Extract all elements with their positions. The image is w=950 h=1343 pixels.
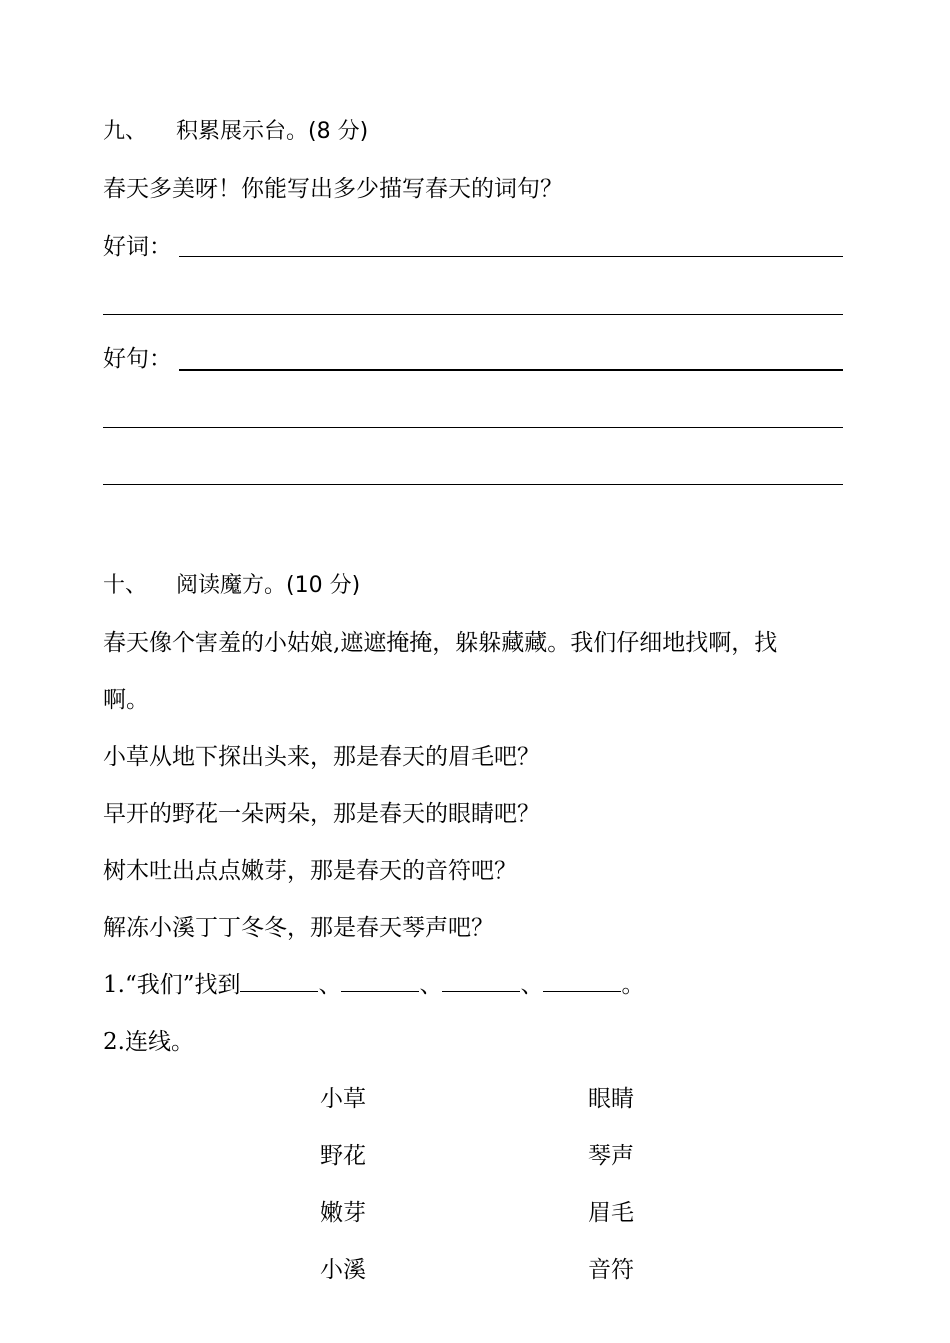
- section-number: 十、: [103, 573, 148, 598]
- good-sentences-line-2[interactable]: [103, 427, 843, 428]
- passage-line-6: 解冻小溪丁丁冬冬，那是春天琴声吧？: [103, 915, 494, 941]
- passage-line-5: 树木吐出点点嫩芽，那是春天的音符吧？: [103, 858, 517, 884]
- good-sentences-label: 好句：: [103, 346, 172, 372]
- section-10-heading: [103, 568, 360, 599]
- separator: 、: [520, 972, 544, 998]
- answer-blank-3[interactable]: [442, 969, 520, 992]
- question-1-prefix: 1.“我们”找到: [103, 972, 241, 998]
- section-title: 积累展示台。(8 分): [176, 119, 369, 144]
- match-left-item[interactable]: 小草: [320, 1086, 366, 1112]
- passage-line-4: 早开的野花一朵两朵，那是春天的眼睛吧？: [103, 801, 540, 827]
- good-sentences-line-1[interactable]: [179, 369, 843, 371]
- question-2: 2.连线。: [103, 1029, 194, 1055]
- answer-blank-4[interactable]: [543, 969, 621, 992]
- match-right-item[interactable]: 眼睛: [588, 1086, 634, 1112]
- separator: 、: [419, 972, 443, 998]
- passage-line-3: 小草从地下探出头来，那是春天的眉毛吧？: [103, 744, 540, 770]
- section-9-heading: [103, 114, 368, 145]
- section-9-prompt: 春天多美呀！你能写出多少描写春天的词句？: [103, 176, 563, 202]
- question-1-end: 。: [621, 972, 645, 998]
- section-title: 阅读魔方。(10 分): [176, 573, 361, 598]
- match-right-item[interactable]: 眉毛: [588, 1200, 634, 1226]
- section-number: 九、: [103, 119, 148, 144]
- match-left-item[interactable]: 小溪: [320, 1257, 366, 1283]
- match-left-item[interactable]: 嫩芽: [320, 1200, 366, 1226]
- good-words-line-1[interactable]: [179, 256, 843, 257]
- good-sentences-line-3[interactable]: [103, 484, 843, 485]
- separator: 、: [318, 972, 342, 998]
- match-right-item[interactable]: 音符: [588, 1257, 634, 1283]
- good-words-label: 好词：: [103, 234, 172, 260]
- question-1: [103, 966, 644, 999]
- answer-blank-2[interactable]: [341, 969, 419, 992]
- passage-line-2: 啊。: [103, 687, 149, 713]
- passage-line-1: 春天像个害羞的小姑娘,遮遮掩掩，躲躲藏藏。我们仔细地找啊，找: [103, 630, 778, 656]
- good-words-line-2[interactable]: [103, 314, 843, 315]
- match-right-item[interactable]: 琴声: [588, 1143, 634, 1169]
- match-left-item[interactable]: 野花: [320, 1143, 366, 1169]
- answer-blank-1[interactable]: [240, 969, 318, 992]
